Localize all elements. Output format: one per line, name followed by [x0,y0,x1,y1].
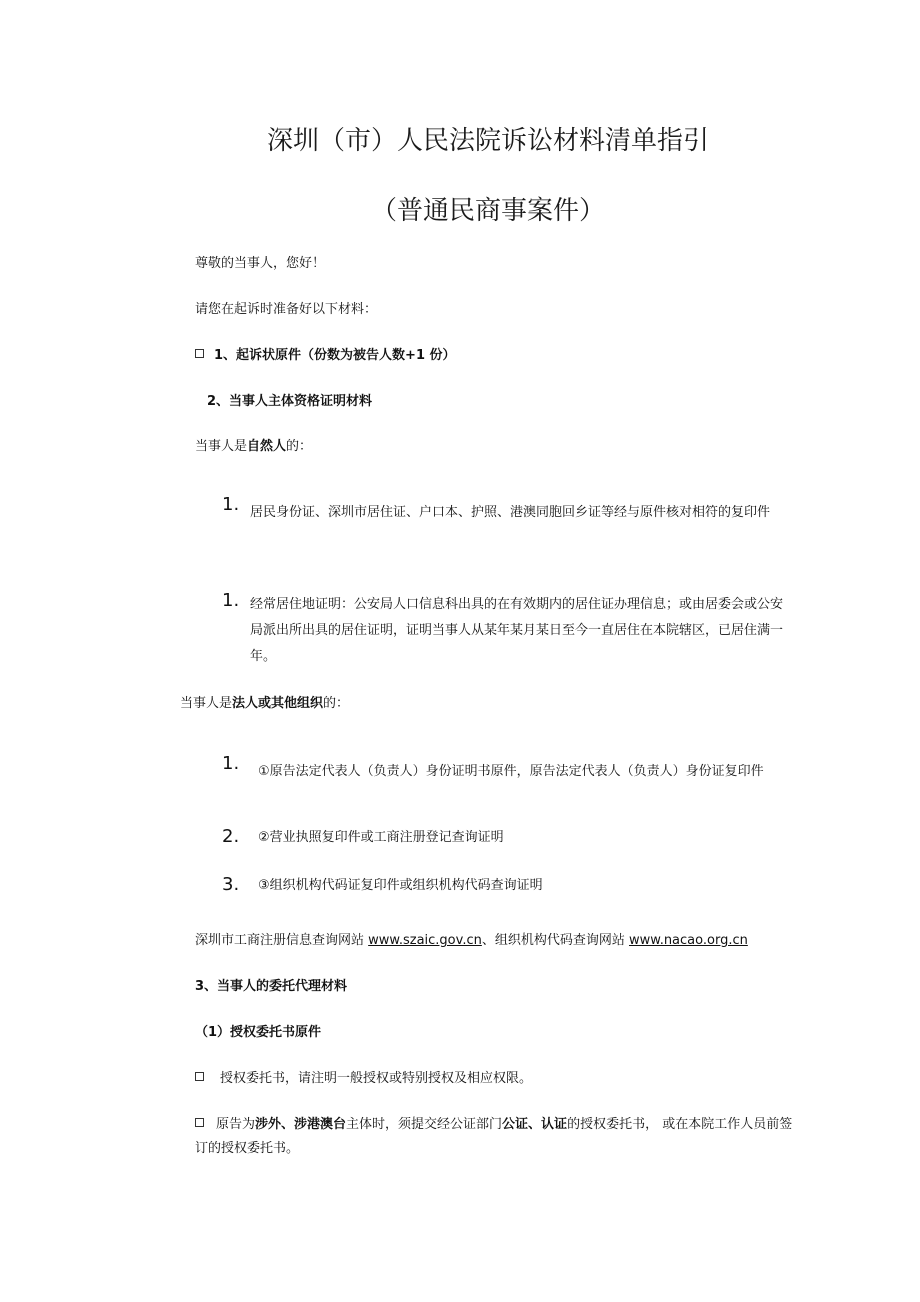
legal-prefix: 当事人是 [180,696,233,711]
checkbox-icon [195,349,204,358]
page-title: 深圳（市）人民法院诉讼材料清单指引 [266,126,709,156]
auth2-b1: 涉外、涉港澳台 [255,1117,347,1132]
auth-item-2 [195,1113,795,1161]
natural-item-2-number: 1. [222,590,240,611]
websites-prefix: 深圳市工商注册信息查询网站 [195,933,369,948]
checkbox-icon [195,1118,204,1127]
legal-item-1-number: 1. [222,753,240,774]
auth2-b2: 公证、认证 [502,1117,568,1132]
websites-middle: 、组织机构代码查询网站 [481,933,629,948]
legal-item-2-number: 2. [222,826,240,847]
legal-item-3-text: ③组织机构代码证复印件或组织机构代码查询证明 [258,878,543,893]
auth2-t3: 的授权委托书， 或在本院工作人员前签订的授权委托书。 [195,1117,793,1156]
legal-suffix: 的： [323,696,350,711]
intro: 请您在起诉时准备好以下材料： [195,302,378,317]
natural-suffix: 的： [286,439,313,454]
natural-item-2-text: 经常居住地证明：公安局人口信息科出具的在有效期内的居住证办理信息；或由居委会或公安局派出所出具的居住证明，证明当事人从某年某月某日至今一直居住在本院辖区，已居住满一年。 [250,597,784,664]
checkbox-icon [195,1072,204,1081]
auth-item-1-text: 授权委托书，请注明一般授权或特别授权及相应权限。 [220,1071,533,1086]
nacao-link[interactable]: www.nacao.org.cn [628,933,748,948]
natural-item-1-text: 居民身份证、深圳市居住证、户口本、护照、港澳同胞回乡证等经与原件核对相符的复印件 [250,505,771,520]
greeting: 尊敬的当事人，您好！ [195,256,326,271]
subsection-1-label: （1）授权委托书原件 [195,1025,322,1040]
legal-item-3-number: 3. [222,874,240,895]
legal-person-heading [180,694,349,714]
legal-item-2-text: ②营业执照复印件或工商注册登记查询证明 [258,830,504,845]
page-subtitle: （普通民商事案件） [370,196,605,226]
legal-bold: 法人或其他组织 [232,696,324,711]
websites-line [195,931,748,951]
legal-item-1-text: ①原告法定代表人（负责人）身份证明书原件，原告法定代表人（负责人）身份证复印件 [258,764,764,779]
natural-person-heading [195,437,312,457]
natural-prefix: 当事人是 [195,439,248,454]
section-3-label: 3、当事人的委托代理材料 [195,979,348,994]
section-1-label: 1、起诉状原件（份数为被告人数+1 份） [214,348,456,363]
natural-item-1-number: 1. [222,494,240,515]
natural-bold: 自然人 [247,439,287,454]
szaic-link[interactable]: www.szaic.gov.cn [368,933,482,948]
auth2-t2: 主体时，须提交经公证部门 [346,1117,503,1132]
auth-item-1 [195,1069,532,1089]
section-2-label: 2、当事人主体资格证明材料 [207,394,373,409]
section-1 [195,346,456,366]
auth2-t1: 原告为 [216,1117,256,1132]
